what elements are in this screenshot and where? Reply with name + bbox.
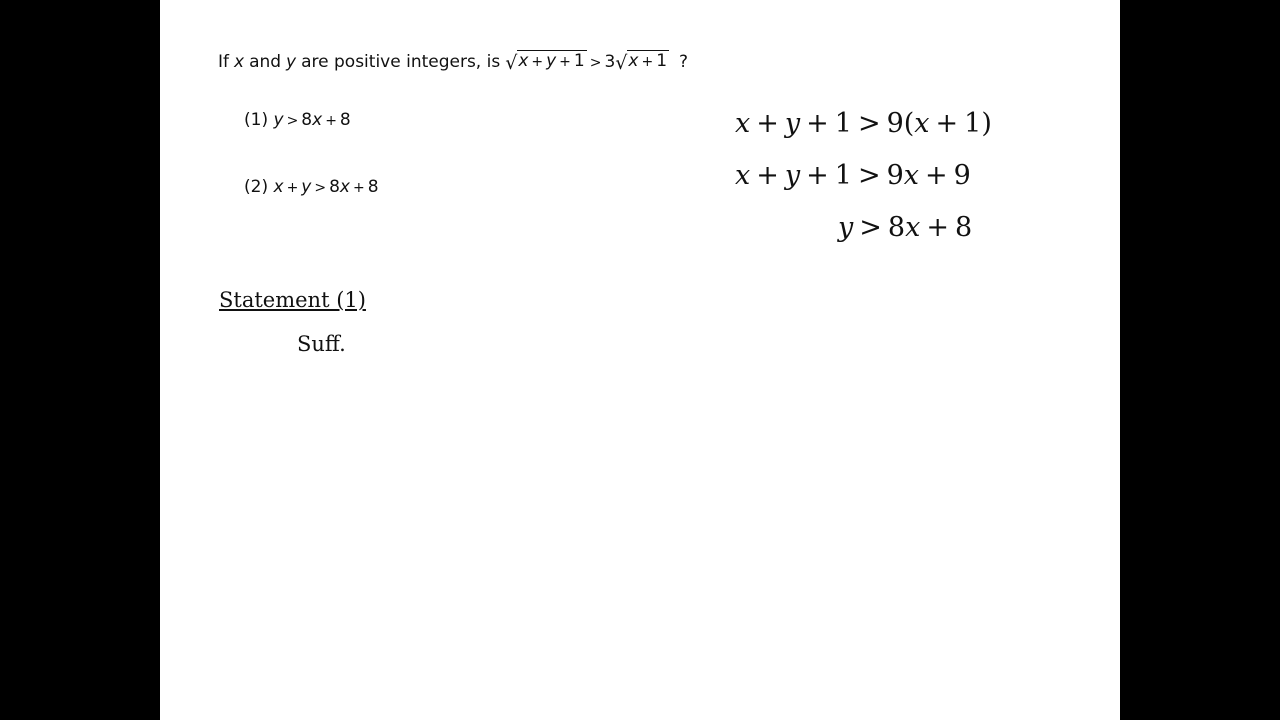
derivation-line-1: x + y + 1 > 9(x + 1): [735, 108, 992, 139]
radical-sign-icon: √: [615, 52, 628, 74]
question-text: [218, 50, 688, 72]
statement-2: (2) x + y > 8x + 8: [244, 177, 379, 197]
derivation-line-3: y > 8x + 8: [838, 212, 973, 243]
question-prefix: If: [218, 52, 229, 72]
slide-page: [160, 0, 1120, 720]
question-and: and: [249, 52, 282, 72]
question-suffix: are positive integers, is: [301, 52, 501, 72]
question-mark: ?: [679, 52, 689, 72]
question-var-x: x: [234, 52, 245, 72]
derivation-line-2: x + y + 1 > 9x + 9: [735, 160, 971, 191]
question-relation: >: [589, 55, 602, 71]
question-coefficient: 3: [604, 52, 616, 72]
section-heading: Statement (1): [219, 288, 366, 312]
radical-sign-icon: √: [505, 52, 518, 74]
rhs-square-root: [615, 50, 669, 74]
statement-1: (1) y > 8x + 8: [244, 110, 351, 130]
lhs-square-root: [505, 50, 587, 74]
lhs-radicand: x + y + 1: [518, 51, 585, 71]
sufficiency-note: Suff.: [297, 332, 346, 356]
rhs-radicand: x + 1: [628, 51, 668, 71]
question-var-y: y: [286, 52, 297, 72]
